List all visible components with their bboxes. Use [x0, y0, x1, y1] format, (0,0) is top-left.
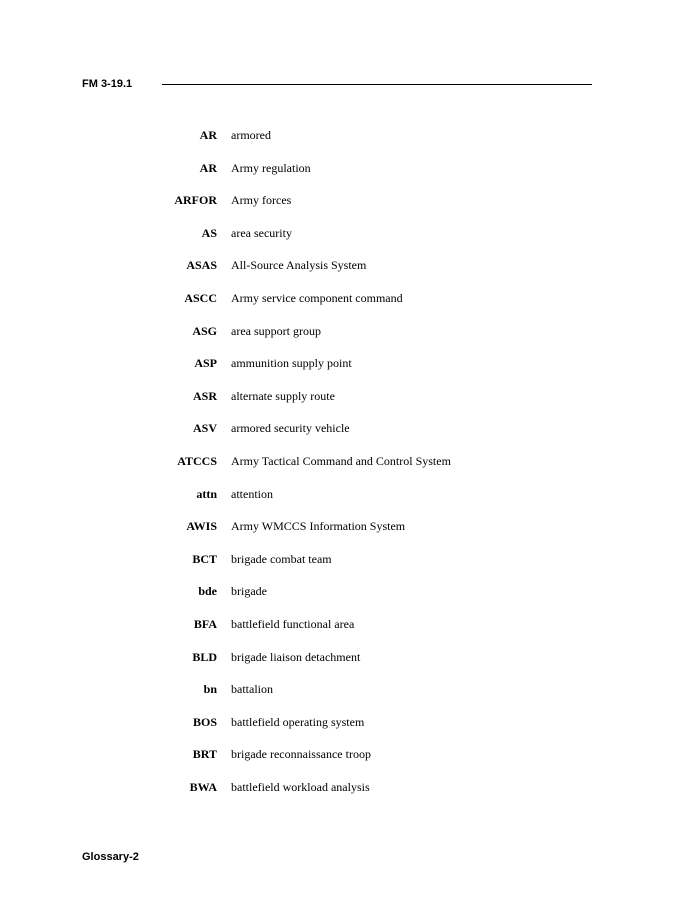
glossary-term: ASG	[192, 323, 217, 338]
header-rule	[162, 84, 592, 85]
glossary-definition: battalion	[231, 682, 273, 697]
glossary-entry	[0, 681, 693, 714]
glossary-term: BWA	[189, 779, 217, 794]
page-number: Glossary-2	[82, 851, 139, 863]
glossary-definition: brigade	[231, 584, 267, 599]
glossary-entry	[0, 355, 693, 388]
glossary-entry	[0, 257, 693, 290]
glossary-definition: Army Tactical Command and Control System	[231, 453, 451, 468]
glossary-term: ASP	[194, 356, 217, 371]
glossary-entry	[0, 779, 693, 812]
glossary-term: bde	[198, 584, 217, 599]
glossary-term: BLD	[192, 649, 217, 664]
glossary-definition: brigade reconnaissance troop	[231, 747, 371, 762]
glossary-entry	[0, 551, 693, 584]
glossary-term: BOS	[192, 714, 217, 729]
glossary-definition: alternate supply route	[231, 388, 335, 403]
glossary-entry	[0, 583, 693, 616]
glossary-definition: Army service component command	[231, 290, 403, 305]
glossary-entry	[0, 486, 693, 519]
glossary-definition: battlefield functional area	[231, 616, 355, 631]
glossary-term: ASCC	[184, 290, 217, 305]
glossary-entry	[0, 388, 693, 421]
glossary-entry	[0, 420, 693, 453]
glossary-entry	[0, 616, 693, 649]
glossary-entry	[0, 518, 693, 551]
glossary-definition: ammunition supply point	[231, 356, 352, 371]
glossary-definition: battlefield operating system	[231, 714, 365, 729]
glossary-definition: Army WMCCS Information System	[231, 519, 406, 534]
glossary-term: AWIS	[186, 519, 217, 534]
glossary-entry	[0, 160, 693, 193]
glossary-term: bn	[203, 682, 217, 697]
glossary-term: ATCCS	[177, 453, 217, 468]
glossary-definition: armored security vehicle	[231, 421, 350, 436]
glossary-entry	[0, 649, 693, 682]
document-id: FM 3-19.1	[82, 78, 133, 90]
glossary-entry	[0, 290, 693, 323]
glossary-term: AR	[199, 160, 217, 175]
glossary-entry	[0, 453, 693, 486]
glossary-definition: brigade combat team	[231, 551, 332, 566]
glossary-definition: area security	[231, 225, 292, 240]
glossary-definition: attention	[231, 486, 273, 501]
glossary-term: ASV	[192, 421, 217, 436]
glossary-term: attn	[196, 486, 217, 501]
glossary-definition: brigade liaison detachment	[231, 649, 361, 664]
glossary-entry	[0, 714, 693, 747]
glossary-term: ARFOR	[174, 193, 217, 208]
glossary-term: BRT	[192, 747, 217, 762]
glossary-definition: All-Source Analysis System	[231, 258, 367, 273]
glossary-term: ASAS	[186, 258, 217, 273]
glossary-definition: area support group	[231, 323, 321, 338]
glossary-entry	[0, 746, 693, 779]
glossary-definition: Army regulation	[231, 160, 311, 175]
glossary-definition: Army forces	[231, 193, 292, 208]
glossary-entry	[0, 323, 693, 356]
glossary-definition: battlefield workload analysis	[231, 779, 370, 794]
glossary-term: BFA	[193, 616, 217, 631]
glossary-term: BCT	[192, 551, 217, 566]
glossary-list	[0, 127, 693, 811]
glossary-entry	[0, 127, 693, 160]
glossary-term: ASR	[192, 388, 217, 403]
glossary-entry	[0, 192, 693, 225]
glossary-term: AR	[199, 128, 217, 142]
glossary-term: AS	[201, 225, 217, 240]
glossary-entry	[0, 225, 693, 258]
glossary-definition: armored	[231, 128, 271, 142]
